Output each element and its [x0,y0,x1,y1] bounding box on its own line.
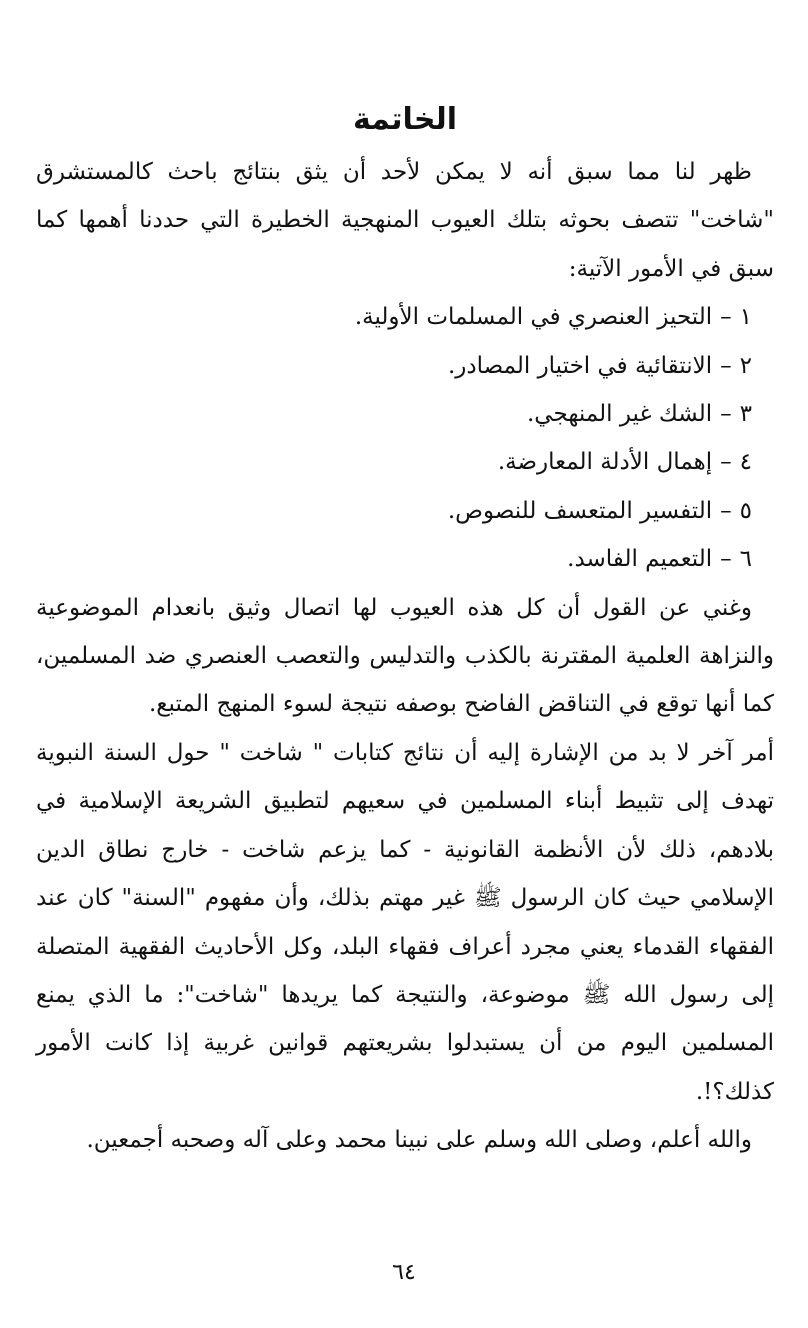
page-number: ٦٤ [392,1260,416,1285]
list-item-number: ١ [739,304,752,331]
list-item [36,487,752,535]
list-item [36,342,752,390]
list-item-text: إهمال الأدلة المعارضة. [497,449,713,476]
list-item-number: ٢ [739,352,752,379]
list-item-number: ٦ [739,546,752,573]
methodology-paragraph: وغني عن القول أن كل هذه العيوب لها اتصال وثيق بانعدام الموضوعية والنزاهة العلمية المقترنة بالكذب والتدليس والتعصب العنصري ضد المسلمين، كما أنها توقع في التناقض الفاضح بوصفه نتيجة لسوء المنهج المتبع. [36,594,774,718]
list-item-dash: – [720,401,732,428]
list-item-dash: – [720,546,732,573]
list-item [36,293,752,341]
closing-prayer: والله أعلم، وصلى الله وسلم على نبينا محمد وعلى آله وصحبه أجمعين. [86,1127,752,1154]
page-body [36,92,774,1165]
list-item-dash: – [720,449,732,476]
list-item-text: التفسير المتعسف للنصوص. [447,497,713,524]
list-item-dash: – [720,352,732,379]
list-item-text: التعميم الفاسد. [567,546,713,573]
list-item [36,438,752,486]
intro-paragraph: ظهر لنا مما سبق أنه لا يمكن لأحد أن يثق بنتائج باحث كالمستشرق "شاخت" تتصف بحوثه بتلك العيوب المنهجية الخطيرة التي حددنا أهمها كما سبق في الأمور الآتية: [36,159,774,282]
list-item-number: ٥ [739,497,752,524]
list-item-text: التحيز العنصري في المسلمات الأولية. [354,304,713,331]
consequence-paragraph: أمر آخر لا بد من الإشارة إليه أن نتائج كتابات " شاخت " حول السنة النبوية تهدف إلى تثبيط أبناء المسلمين في سعيهم لتطبيق الشريعة الإسلامية في بلادهم، ذلك لأن الأنظمة القانونية - كما يزعم شاخت - خارج نطاق الدين الإسلامي حيث كان الرسول ﷺ غير مهتم بذلك، وأن مفهوم "السنة" كان عند الفقهاء القدماء يعني مجرد أعراف فقهاء البلد، وكل الأحاديث الفقهية المتصلة إلى رسول الله ﷺ موضوعة، والنتيجة كما يريدها "شاخت": ما الذي يمنع المسلمين اليوم من أن يستبدلوا بشريعتهم قوانين غربية إذا كانت الأمور كذلك؟!. [36,739,774,1105]
list-item-text: الشك غير المنهجي. [526,401,713,428]
list-item-dash: – [720,304,732,331]
list-item [36,535,752,583]
list-item-dash: – [720,497,732,524]
chapter-title: الخاتمة [352,102,457,137]
list-item-number: ٣ [739,401,752,428]
list-item [36,390,752,438]
list-item-text: الانتقائية في اختيار المصادر. [447,352,713,379]
flaws-list [36,293,774,583]
list-item-number: ٤ [739,449,752,476]
